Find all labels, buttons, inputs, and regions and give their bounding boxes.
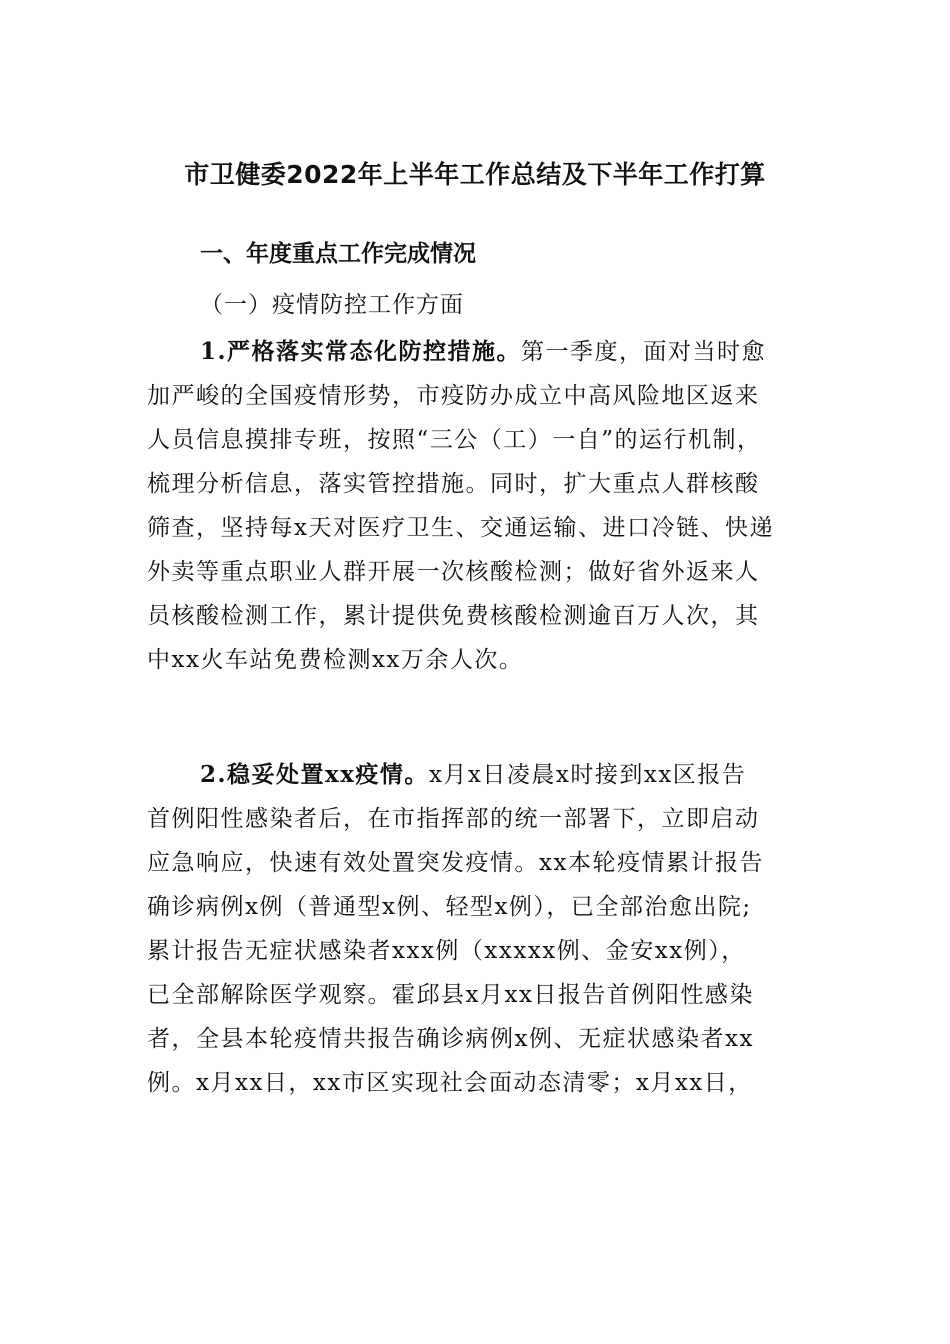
paragraph-line: 累计报告无症状感染者xxx例（xxxxx例、金安xx例）， (147, 938, 746, 964)
paragraph-line: 外卖等重点职业人群开展一次核酸检测；做好省外返来人 (147, 559, 760, 585)
paragraph-line: 筛查，坚持每x天对医疗卫生、交通运输、进口冷链、快递 (147, 515, 774, 541)
paragraph-outbreak-handling (147, 753, 815, 1105)
paragraph-line: 已全部解除医学观察。霍邱县x月xx日报告首例阳性感染 (147, 982, 754, 1008)
document-title: 市卫健委2022年上半年工作总结及下半年工作打算 (184, 160, 766, 189)
paragraph-text: x月x日凌晨x时接到xx区报告 (428, 762, 747, 788)
paragraph-line: 应急响应，快速有效处置突发疫情。xx本轮疫情累计报告 (147, 850, 764, 876)
paragraph-line: 员核酸检测工作，累计提供免费核酸检测逾百万人次，其 (147, 603, 760, 629)
paragraph-line: 首例阳性感染者后，在市指挥部的统一部署下，立即启动 (147, 806, 760, 832)
paragraph-line: 例。x月xx日，xx市区实现社会面动态清零；x月xx日， (147, 1070, 753, 1096)
paragraph-line (147, 753, 815, 797)
subsection-heading: （一）疫情防控工作方面 (200, 292, 464, 318)
paragraph-text: 第一季度，面对当时愈 (521, 339, 767, 365)
paragraph-lead: 1.严格落实常态化防控措施。 (200, 338, 522, 365)
paragraph-line: 加严峻的全国疫情形势，市疫防办成立中高风险地区返来 (147, 383, 760, 409)
paragraph-line: 梳理分析信息，落实管控措施。同时，扩大重点人群核酸 (147, 471, 760, 497)
paragraph-strict-prevention (147, 330, 815, 682)
paragraph-line: 人员信息摸排专班，按照“三公（工）一自”的运行机制， (147, 427, 762, 453)
paragraph-line: 确诊病例x例（普通型x例、轻型x例），已全部治愈出院; (147, 894, 752, 920)
section-heading: 一、年度重点工作完成情况 (200, 241, 476, 267)
paragraph-lead: 2.稳妥处置xx疫情。 (200, 761, 429, 788)
paragraph-line: 者，全县本轮疫情共报告确诊病例x例、无症状感染者xx (147, 1026, 754, 1052)
paragraph-line: 中xx火车站免费检测xx万余人次。 (147, 647, 524, 673)
paragraph-line (147, 330, 815, 374)
